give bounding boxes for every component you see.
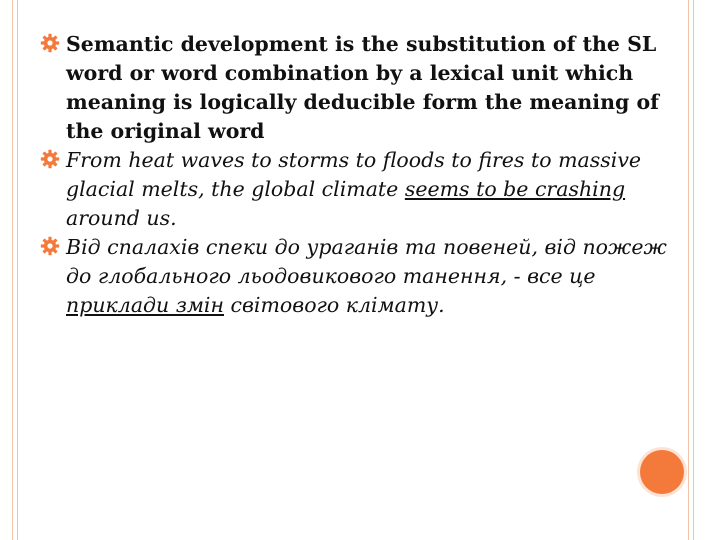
orange-circle-decoration — [640, 450, 684, 494]
gear-bullet-icon — [40, 33, 66, 59]
underlined-phrase: приклади змін — [66, 293, 224, 317]
gear-bullet-icon — [40, 236, 66, 262]
slide-content — [40, 30, 680, 320]
bullet-item — [40, 233, 680, 320]
bullet-text-part: From heat waves to storms to floods to fires to massive glacial melts, the global climate — [66, 148, 642, 201]
bullet-item — [40, 146, 680, 233]
bullet-text — [66, 233, 680, 320]
bullet-text-part: світового клімату. — [224, 293, 445, 317]
gear-bullet-icon — [40, 149, 66, 175]
bullet-item — [40, 30, 680, 146]
right-border-decoration — [688, 0, 694, 540]
bullet-text-part: around us. — [66, 206, 177, 230]
underlined-phrase: seems to be crashing — [404, 177, 626, 201]
left-border-decoration — [12, 0, 18, 540]
bullet-text-part: Від спалахів спеки до ураганів та повеней, від пожеж до глобального льодовикового танення, - все це — [66, 235, 667, 288]
bullet-text: Semantic development is the substitution of the SL word or word combination by a lexical unit which meaning is logically deducible form the meaning of the original word — [66, 32, 659, 143]
bullet-text — [66, 146, 680, 233]
